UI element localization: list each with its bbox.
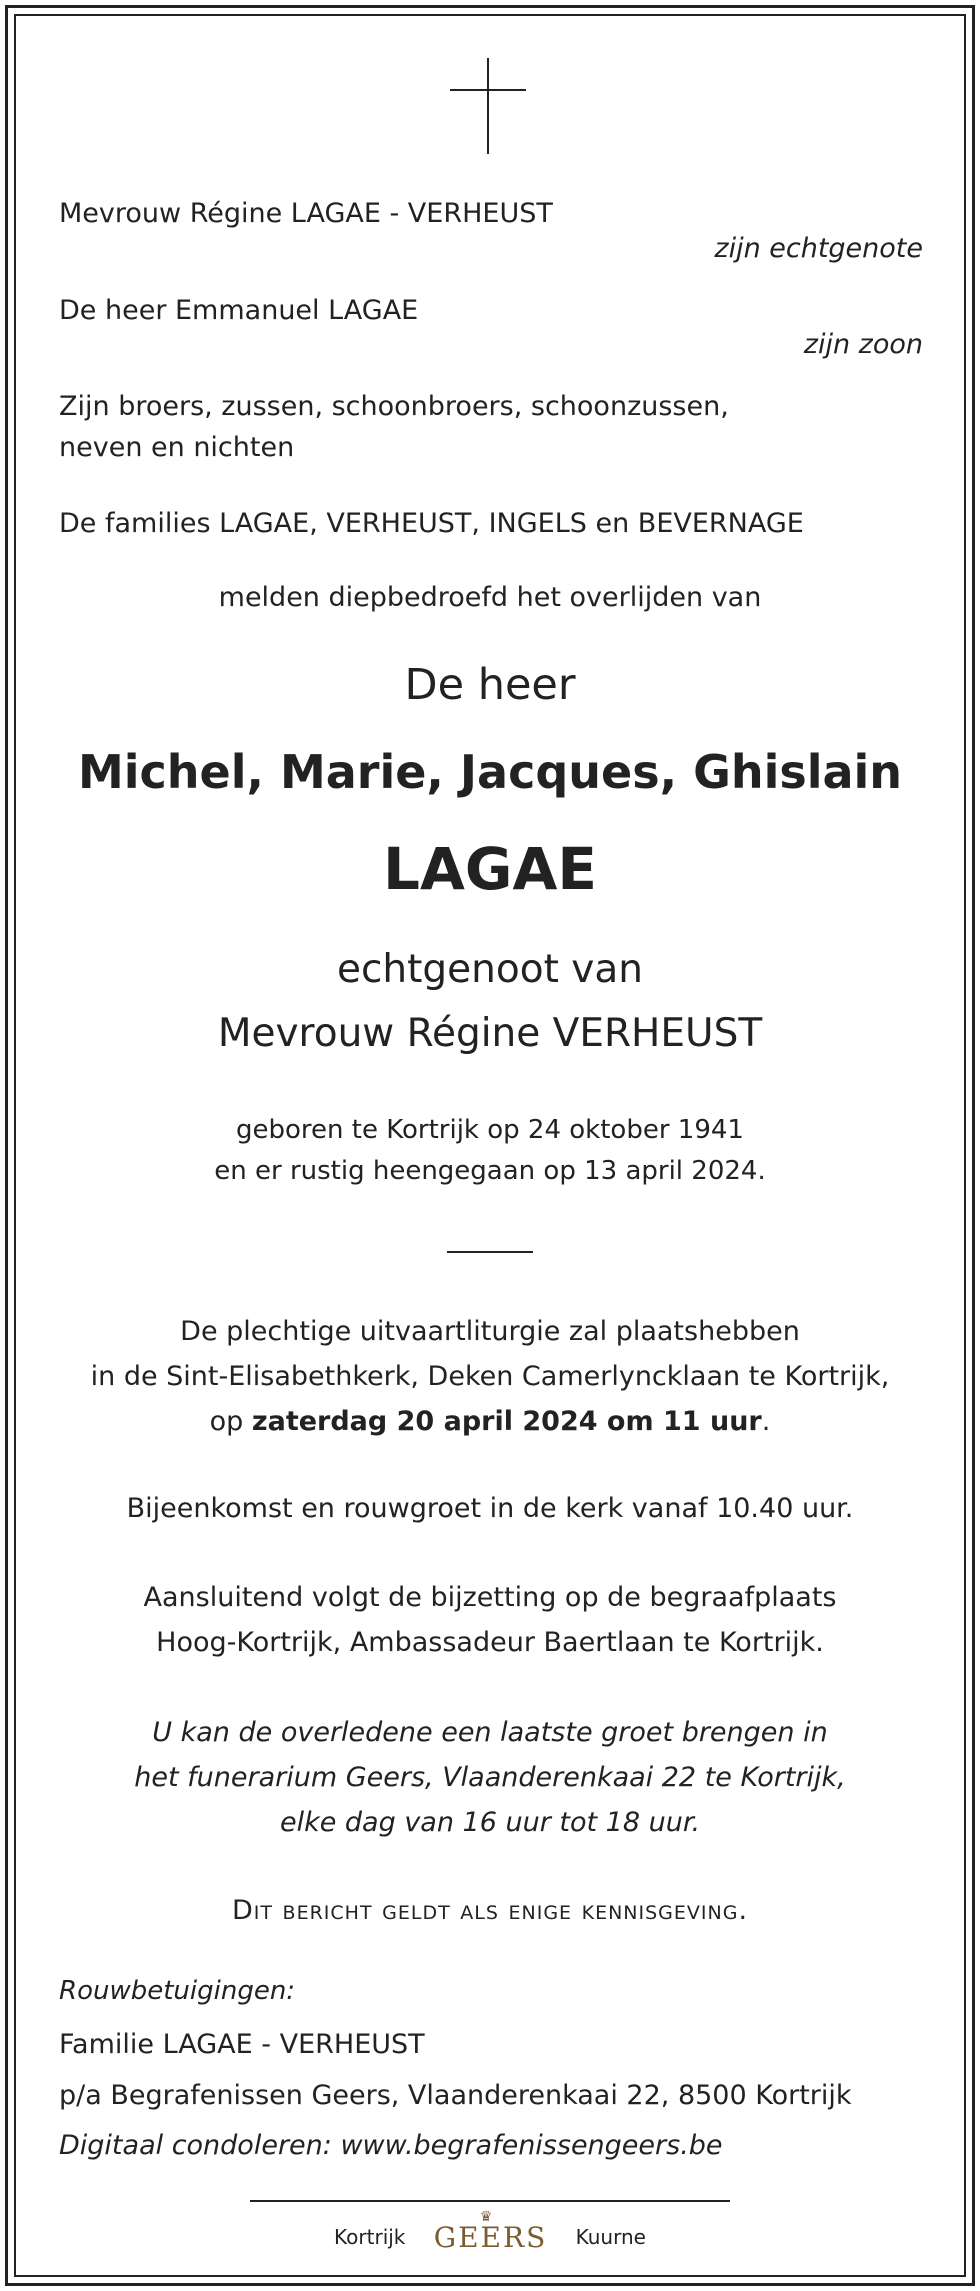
spouse-name: Mevrouw Régine LAGAE - VERHEUST [59, 198, 553, 229]
spouse-full-name: Mevrouw Régine VERHEUST [217, 1011, 763, 1056]
siblings-line-2: neven en nichten [59, 432, 295, 463]
son-role: zijn zoon [803, 329, 923, 360]
footer-location-right: Kuurne [575, 2224, 646, 2249]
gathering-line: Bijeenkomst en rouwgroet in de kerk vanaf 10.40 uur. [126, 1493, 854, 1524]
visit-line-2: het funerarium Geers, Vlaanderenkaai 22 te Kortrijk, [134, 1762, 846, 1793]
given-names: Michel, Marie, Jacques, Ghislain [77, 745, 903, 799]
salutation: De heer [404, 660, 576, 710]
service-line-2: in de Sint-Elisabethkerk, Deken Camerlyncklaan te Kortrijk, [90, 1361, 890, 1392]
burial-line-2: Hoog-Kortrijk, Ambassadeur Baertlaan te Kortrijk. [156, 1627, 824, 1658]
service-date: zaterdag 20 april 2024 om 11 uur [251, 1406, 762, 1437]
footer-location-left: Kortrijk [334, 2224, 406, 2249]
brand-name: GEERS [433, 2221, 548, 2254]
notice-line: Dit bericht geldt als enige kennisgeving. [231, 1895, 749, 1926]
service-line-3: op zaterdag 20 april 2024 om 11 uur. [209, 1406, 771, 1437]
footer [0, 2209, 980, 2254]
surname: LAGAE [383, 835, 597, 903]
crown-icon: ♛ [479, 2209, 495, 2225]
footer-divider [250, 2200, 730, 2202]
condolences-name: Familie LAGAE - VERHEUST [59, 2029, 425, 2060]
short-divider [447, 1251, 533, 1253]
condolences-online: Digitaal condoleren: www.begrafenissengeers.be [59, 2130, 723, 2161]
visit-line-1: U kan de overledene een laatste groet brengen in [152, 1717, 828, 1748]
birth-line: geboren te Kortrijk op 24 oktober 1941 [236, 1115, 744, 1145]
spouse-role: zijn echtgenote [714, 233, 923, 264]
visit-line-3: elke dag van 16 uur tot 18 uur. [279, 1807, 701, 1838]
cross-icon [450, 58, 526, 154]
condolences-address: p/a Begrafenissen Geers, Vlaanderenkaai 22, 8500 Kortrijk [59, 2080, 852, 2111]
son-name: De heer Emmanuel LAGAE [59, 295, 419, 326]
brand-logo [433, 2209, 548, 2254]
spouse-of-label: echtgenoot van [336, 947, 644, 992]
siblings-line-1: Zijn broers, zussen, schoonbroers, schoonzussen, [59, 391, 729, 422]
condolences-label: Rouwbetuigingen: [59, 1976, 296, 2006]
announcement-intro: melden diepbedroefd het overlijden van [218, 582, 762, 613]
families-line: De families LAGAE, VERHEUST, INGELS en BEVERNAGE [59, 508, 804, 539]
death-line: en er rustig heengegaan op 13 april 2024. [214, 1156, 766, 1186]
service-line-1: De plechtige uitvaartliturgie zal plaatshebben [180, 1316, 800, 1347]
burial-line-1: Aansluitend volgt de bijzetting op de begraafplaats [143, 1582, 837, 1613]
